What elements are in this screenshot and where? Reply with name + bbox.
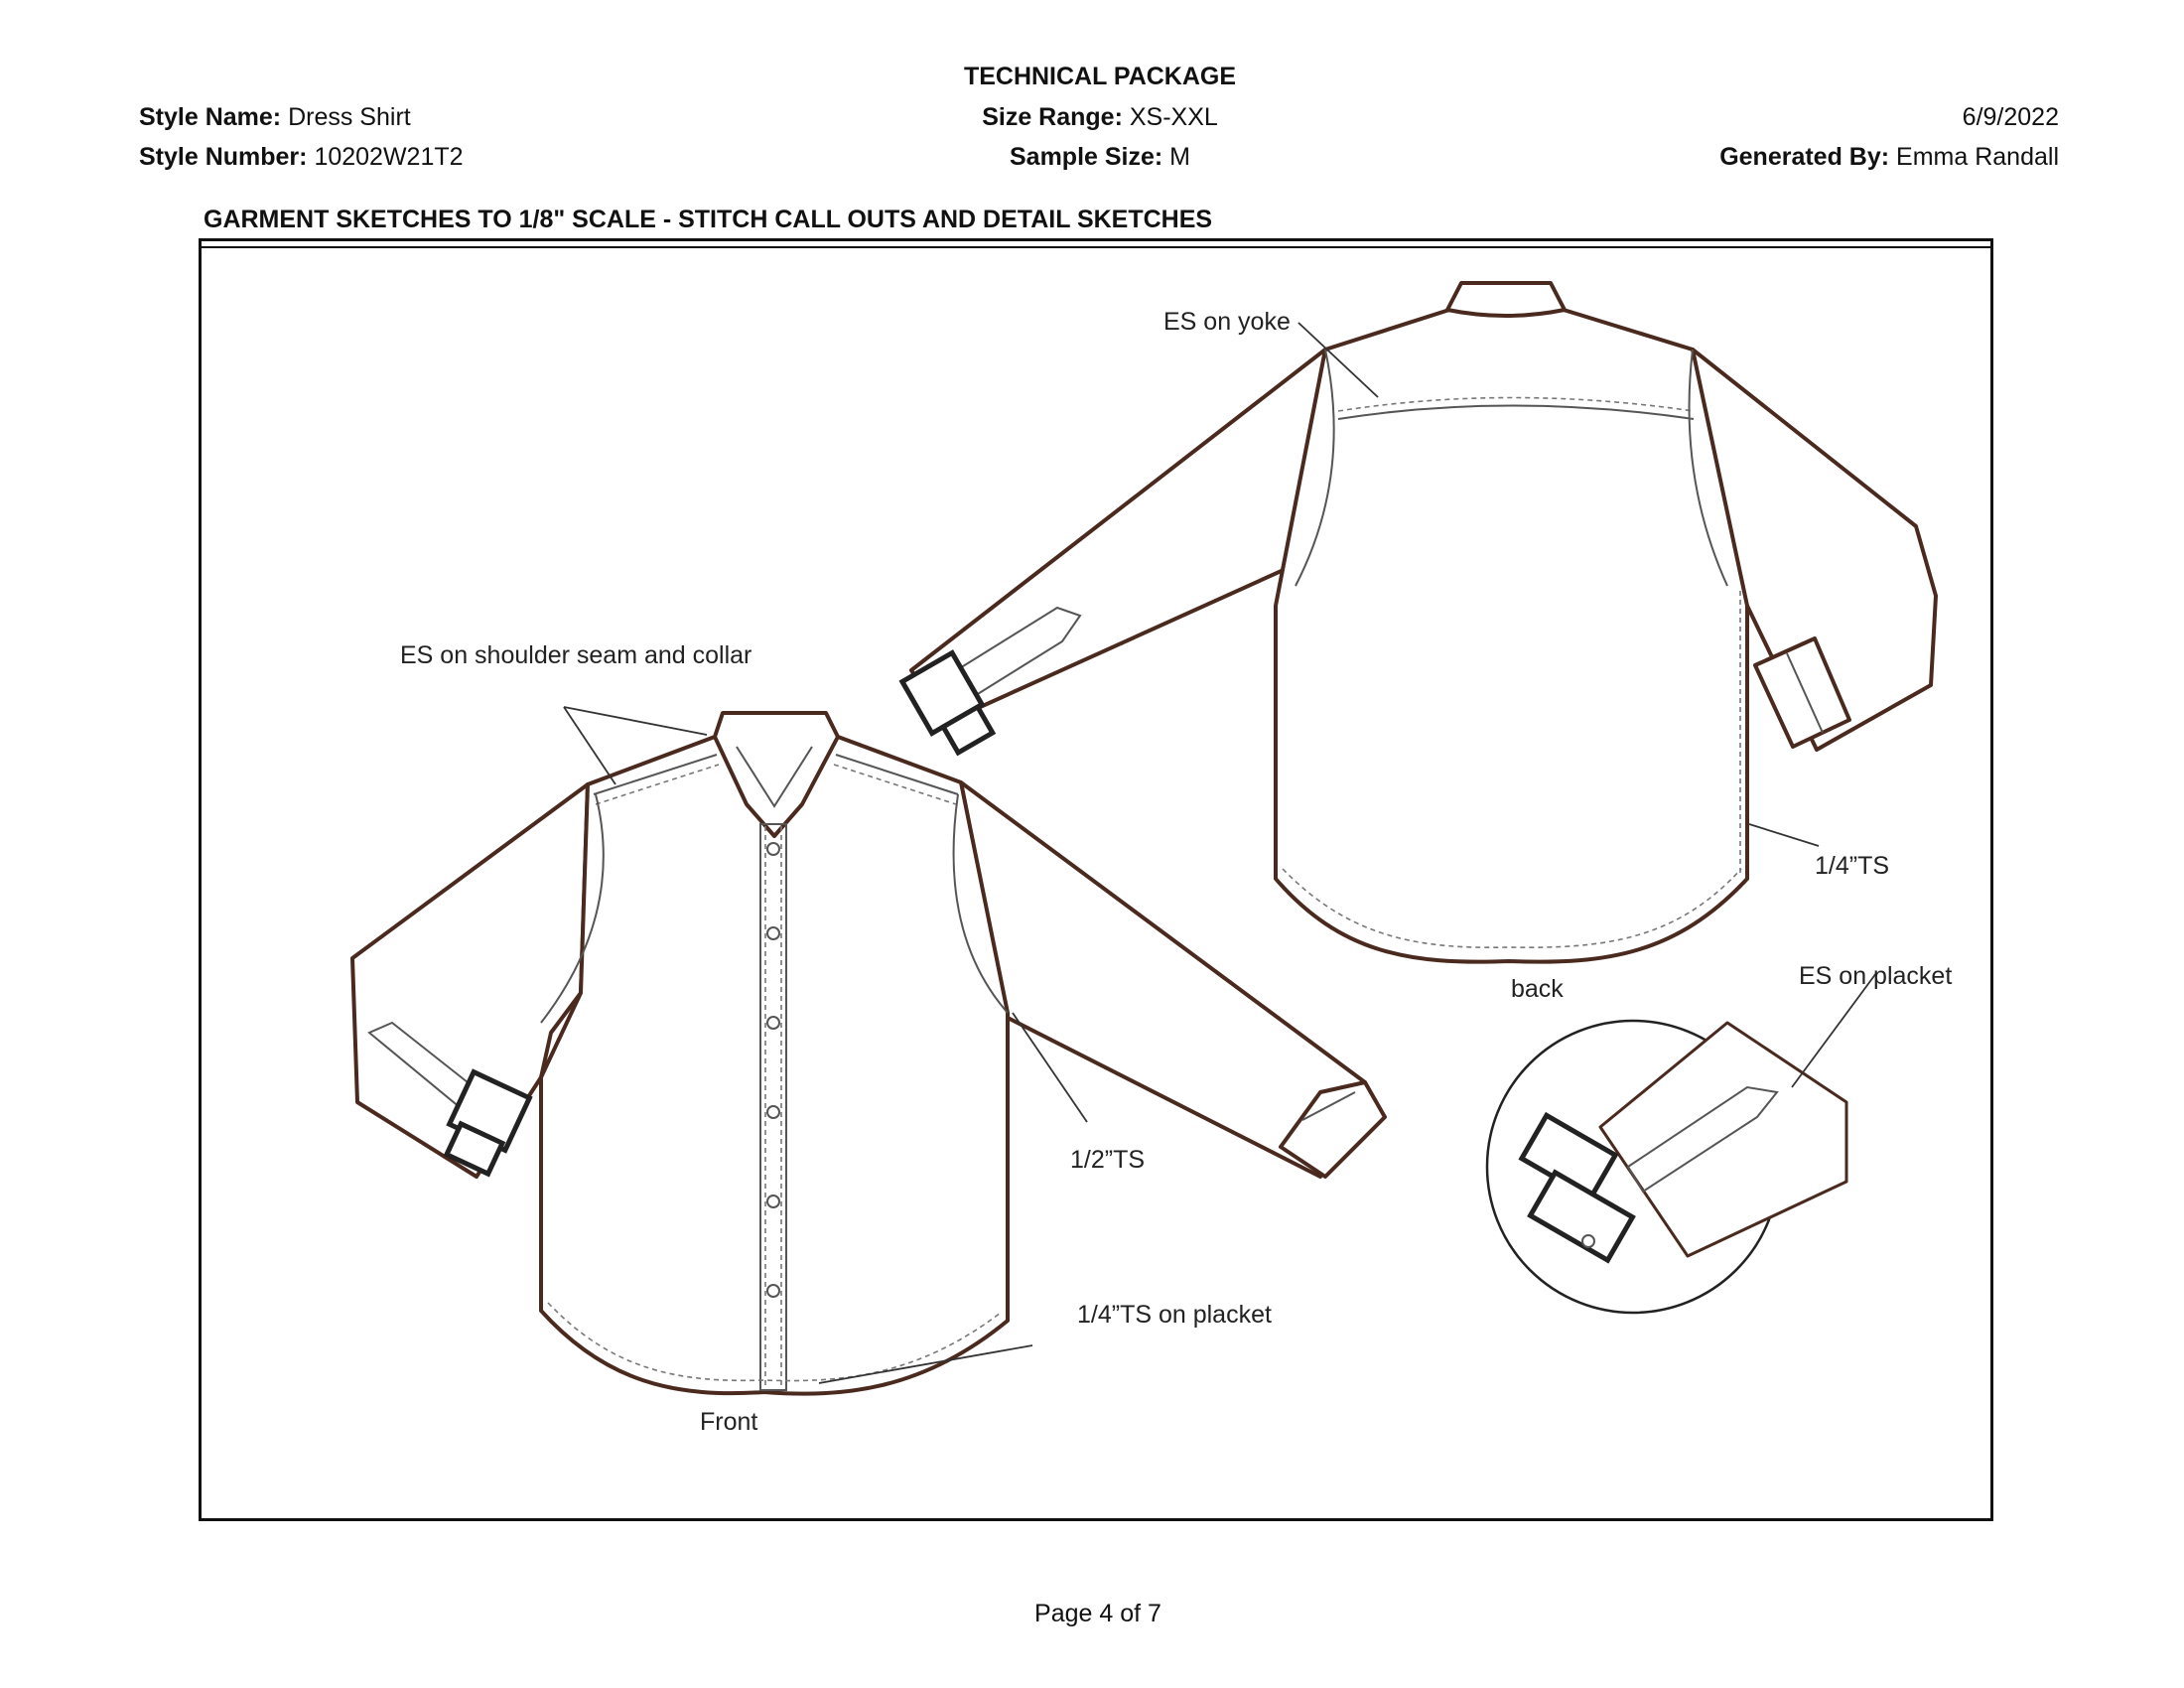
back-left-sleeve <box>911 350 1325 723</box>
style-name-label: Style Name: <box>139 103 282 131</box>
sample-size-value: M <box>1169 143 1191 171</box>
front-button <box>767 1017 779 1029</box>
front-button <box>767 1196 779 1207</box>
document-title: TECHNICAL PACKAGE <box>963 63 1237 90</box>
callout-quarter-ts-placket: 1/4”TS on placket <box>1077 1301 1272 1329</box>
leader-quarter-ts <box>1749 824 1819 846</box>
callout-es-on-yoke: ES on yoke <box>1163 308 1291 336</box>
size-range-label: Size Range: <box>982 103 1123 131</box>
style-number-value: 10202W21T2 <box>314 143 464 171</box>
back-body <box>1276 310 1747 962</box>
callout-back: back <box>1511 975 1564 1003</box>
front-button <box>767 843 779 855</box>
generated-by-label: Generated By: <box>1719 143 1890 171</box>
callout-es-on-placket: ES on placket <box>1799 962 1953 990</box>
callout-half-ts: 1/2”TS <box>1070 1146 1146 1174</box>
style-name-value: Dress Shirt <box>288 103 411 131</box>
front-button <box>767 1106 779 1118</box>
generated-by-value: Emma Randall <box>1896 143 2059 171</box>
front-button <box>767 927 779 939</box>
detail-button <box>1582 1235 1594 1247</box>
front-button <box>767 1285 779 1297</box>
size-range-value: XS-XXL <box>1129 103 1218 131</box>
front-shirt-sketch <box>352 713 1385 1394</box>
callout-es-shoulder-collar: ES on shoulder seam and collar <box>400 641 752 669</box>
page-number: Page 4 of 7 <box>1034 1600 1161 1627</box>
leader-es-on-placket <box>1792 973 1876 1087</box>
document-date: 6/9/2022 <box>1962 103 2059 131</box>
placket-detail-sketch <box>1487 1021 1846 1313</box>
callout-quarter-ts: 1/4”TS <box>1815 852 1890 880</box>
style-number-label: Style Number: <box>139 143 308 171</box>
back-collar <box>1447 283 1565 316</box>
callout-front: Front <box>700 1408 758 1436</box>
section-heading: GARMENT SKETCHES TO 1/8" SCALE - STITCH CALL OUTS AND DETAIL SKETCHES <box>204 206 1213 233</box>
sample-size-label: Sample Size: <box>1009 143 1163 171</box>
